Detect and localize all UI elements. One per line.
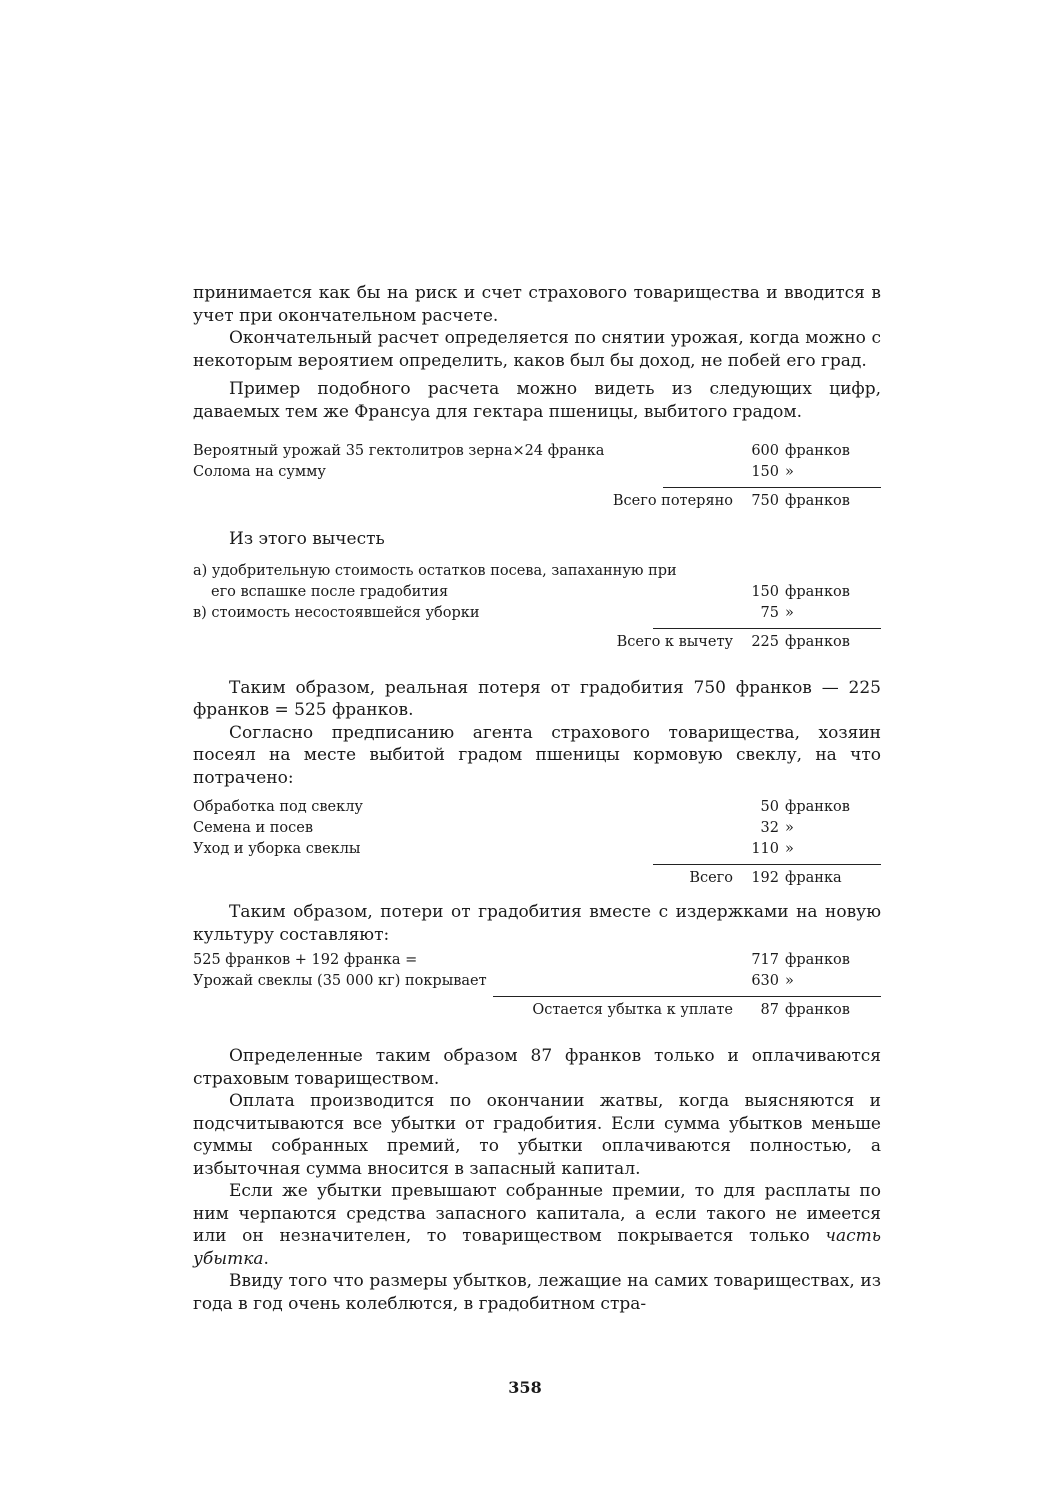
total-row: [193, 868, 881, 889]
row-label: Обработка под свеклу: [193, 799, 363, 815]
row-unit: франков: [785, 443, 850, 459]
total-value: 225: [751, 633, 779, 650]
row-value: 150: [751, 464, 779, 480]
row-unit: »: [785, 604, 794, 621]
row-label: Семена и посев: [193, 820, 313, 836]
table-row: [193, 950, 881, 971]
row-label: Вероятный урожай 35 гектолитров зерна×24 франка: [193, 443, 605, 459]
paragraph: Таким образом, реальная потеря от градобития 750 франков — 225 франков = 525 франков.: [193, 677, 881, 720]
sum-rule: [663, 487, 881, 488]
paragraph: Пример подобного расчета можно видеть из следующих цифр, даваемых тем же Франсуа для гектара пшеницы, выбитого градом.: [193, 379, 881, 422]
table-row: [193, 441, 881, 462]
page-number: 358: [508, 1378, 542, 1397]
paragraph: Оплата производится по окончании жатвы, когда выясняются и подсчитываются все убытки от градобития. Если сумма убытков меньше суммы собранных премий, то убытки оплачиваются полностью, а избыточная сумма вносится в запасный капитал.: [193, 1091, 881, 1179]
total-value: 87: [760, 1002, 779, 1018]
row-unit: »: [785, 820, 794, 836]
total-row: [193, 632, 881, 653]
row-unit: »: [785, 973, 794, 989]
row-value: 50: [760, 799, 779, 815]
paragraph: Таким образом, потери от градобития вместе с издержками на новую культуру составляют:: [193, 902, 881, 945]
calc-table-loss: [193, 441, 881, 512]
row-unit: франков: [785, 952, 850, 968]
table-row: [193, 603, 881, 624]
total-value: 750: [751, 493, 779, 509]
total-unit: франков: [785, 633, 850, 650]
paragraph: [193, 1180, 881, 1270]
row-value: 110: [751, 841, 779, 857]
row-label: в) стоимость несостоявшейся уборки: [193, 604, 480, 621]
table-row: [193, 561, 881, 582]
row-label: Уход и уборка свеклы: [193, 841, 361, 857]
row-value: 630: [751, 973, 779, 989]
row-label: Урожай свеклы (35 000 кг) покрывает: [193, 973, 487, 989]
total-row: [193, 491, 881, 512]
paragraph: Ввиду того что размеры убытков, лежащие на самих товариществах, из года в год очень колеблются, в градобитном стра-: [193, 1271, 881, 1314]
paragraph: Определенные таким образом 87 франков только и оплачиваются страховым товариществом.: [193, 1046, 881, 1089]
row-label: 525 франков + 192 франка =: [193, 952, 418, 968]
table-row: [193, 818, 881, 839]
total-label: Всего к вычету: [616, 633, 733, 650]
sum-rule: [653, 864, 881, 865]
row-value: 75: [760, 604, 779, 621]
paragraph-text: Если же убытки превышают собранные премии, то для расплаты по ним черпаются средства запасного капитала, а если такого не имеется или он незначителен, то товариществом покрывается только: [193, 1181, 881, 1246]
total-label: Остается убытка к уплате: [532, 1002, 733, 1018]
emphasis-text: часть убытка: [193, 1226, 881, 1269]
deduct-heading: Из этого вычесть: [229, 529, 385, 549]
total-unit: франков: [785, 1002, 850, 1018]
row-unit: »: [785, 841, 794, 857]
table-row: [193, 582, 881, 603]
paragraph: принимается как бы на риск и счет страхового товарищества и вводится в учет при окончательном расчете.: [193, 283, 881, 326]
calc-table-net-loss: [193, 950, 881, 1021]
total-unit: франка: [785, 870, 842, 886]
total-label: Всего: [689, 870, 733, 886]
row-label: Солома на сумму: [193, 464, 326, 480]
paragraph: Окончательный расчет определяется по снятии урожая, когда можно с некоторым вероятием определить, каков был бы доход, не побей его град.: [193, 328, 881, 371]
page-body: [193, 282, 881, 1315]
row-value: 600: [751, 443, 779, 459]
total-value: 192: [751, 870, 779, 886]
paragraph-text: .: [263, 1248, 269, 1269]
table-row: [193, 839, 881, 860]
table-row: [193, 462, 881, 483]
row-value: 150: [751, 583, 779, 600]
total-row: [193, 1000, 881, 1021]
table-row: [193, 971, 881, 992]
row-unit: франков: [785, 799, 850, 815]
sum-rule: [653, 628, 881, 629]
calc-table-deduct: [193, 561, 881, 653]
total-unit: франков: [785, 493, 850, 509]
row-value: 32: [760, 820, 779, 836]
row-label: его вспашке после градобития: [211, 583, 449, 600]
table-row: [193, 797, 881, 818]
row-value: 717: [751, 952, 779, 968]
total-label: Всего потеряно: [612, 493, 733, 509]
calc-table-beet-costs: [193, 797, 881, 889]
row-unit: франков: [785, 583, 850, 600]
paragraph: Согласно предписанию агента страхового товарищества, хозяин посеял на месте выбитой градом пшеницы кормовую свеклу, на что потрачено:: [193, 722, 881, 788]
row-unit: »: [785, 464, 794, 480]
row-label: а) удобрительную стоимость остатков посева, запаханную при: [193, 562, 677, 579]
sum-rule: [493, 996, 881, 997]
